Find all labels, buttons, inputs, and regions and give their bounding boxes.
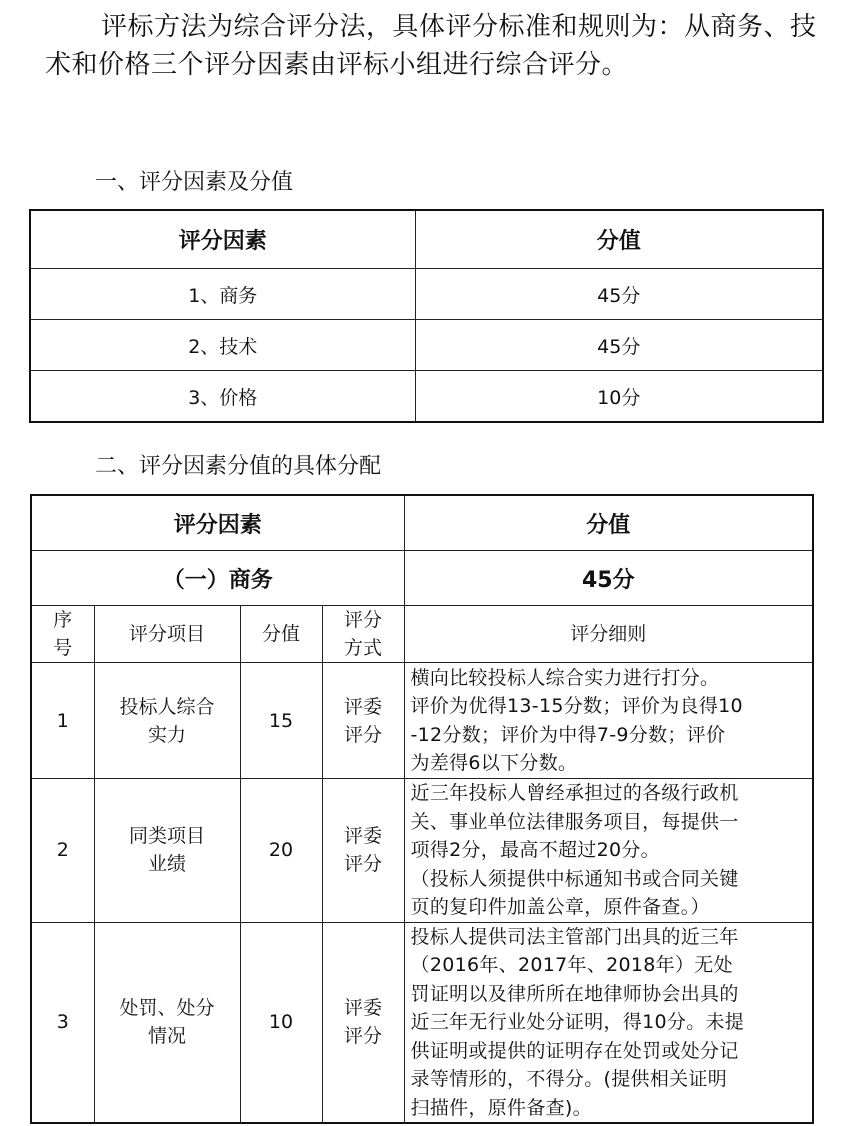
section1-heading: 一、评分因素及分值 [95, 170, 294, 195]
row-detail: 投标人提供司法主管部门出具的近三年 （2016年、2017年、2018年）无处 罚证明以及律所所在地律师协会出具的 近三年无行业处分证明，得10分。未提 供证明或提供的证明存在处罚或处分记 录等情形的，不得分。(提供相关证明 扫描件，原件备查)。 [404, 922, 813, 1123]
row-item: 处罚、处分 情况 [94, 922, 240, 1123]
col-score: 分值 [240, 606, 322, 663]
table-row [30, 371, 823, 423]
factor-cell: 2、技术 [30, 320, 415, 371]
category-name: （一）商务 [31, 551, 404, 606]
table-row [31, 922, 813, 1123]
score-distribution-table [30, 494, 814, 1124]
table-row [30, 320, 823, 371]
row-detail: 横向比较投标人综合实力进行打分。 评价为优得13-15分数；评价为良得10 -12分数；评价为中得7-9分数；评价 为差得6以下分数。 [404, 663, 813, 779]
row-no: 2 [31, 779, 94, 923]
col-no: 序 号 [31, 606, 94, 663]
row-score: 15 [240, 663, 322, 779]
row-detail: 近三年投标人曾经承担过的各级行政机 关、事业单位法律服务项目，每提供一 项得2分，最高不超过20分。 （投标人须提供中标通知书或合同关键 页的复印件加盖公章，原件备查。） [404, 779, 813, 923]
column-header-row [31, 606, 813, 663]
table-row [31, 779, 813, 923]
score-factors-table [29, 209, 824, 423]
row-method: 评委 评分 [322, 779, 404, 923]
header-factor: 评分因素 [30, 210, 415, 269]
row-score: 20 [240, 779, 322, 923]
intro-paragraph: 评标方法为综合评分法，具体评分标准和规则为：从商务、技术和价格三个评分因素由评标小组进行综合评分。 [45, 12, 817, 80]
factor-cell: 3、价格 [30, 371, 415, 423]
score-cell: 10分 [415, 371, 823, 423]
header-score: 分值 [415, 210, 823, 269]
category-row [31, 551, 813, 606]
table-header-row [30, 210, 823, 269]
header-score: 分值 [404, 495, 813, 551]
table-row [31, 663, 813, 779]
table-row [30, 269, 823, 320]
col-item: 评分项目 [94, 606, 240, 663]
header-factor: 评分因素 [31, 495, 404, 551]
table-header-row [31, 495, 813, 551]
row-no: 3 [31, 922, 94, 1123]
score-cell: 45分 [415, 269, 823, 320]
col-method: 评分 方式 [322, 606, 404, 663]
row-method: 评委 评分 [322, 922, 404, 1123]
row-no: 1 [31, 663, 94, 779]
row-item: 投标人综合 实力 [94, 663, 240, 779]
row-method: 评委 评分 [322, 663, 404, 779]
category-score: 45分 [404, 551, 813, 606]
row-item: 同类项目 业绩 [94, 779, 240, 923]
score-cell: 45分 [415, 320, 823, 371]
row-score: 10 [240, 922, 322, 1123]
section2-heading: 二、评分因素分值的具体分配 [95, 454, 382, 479]
col-detail: 评分细则 [404, 606, 813, 663]
factor-cell: 1、商务 [30, 269, 415, 320]
